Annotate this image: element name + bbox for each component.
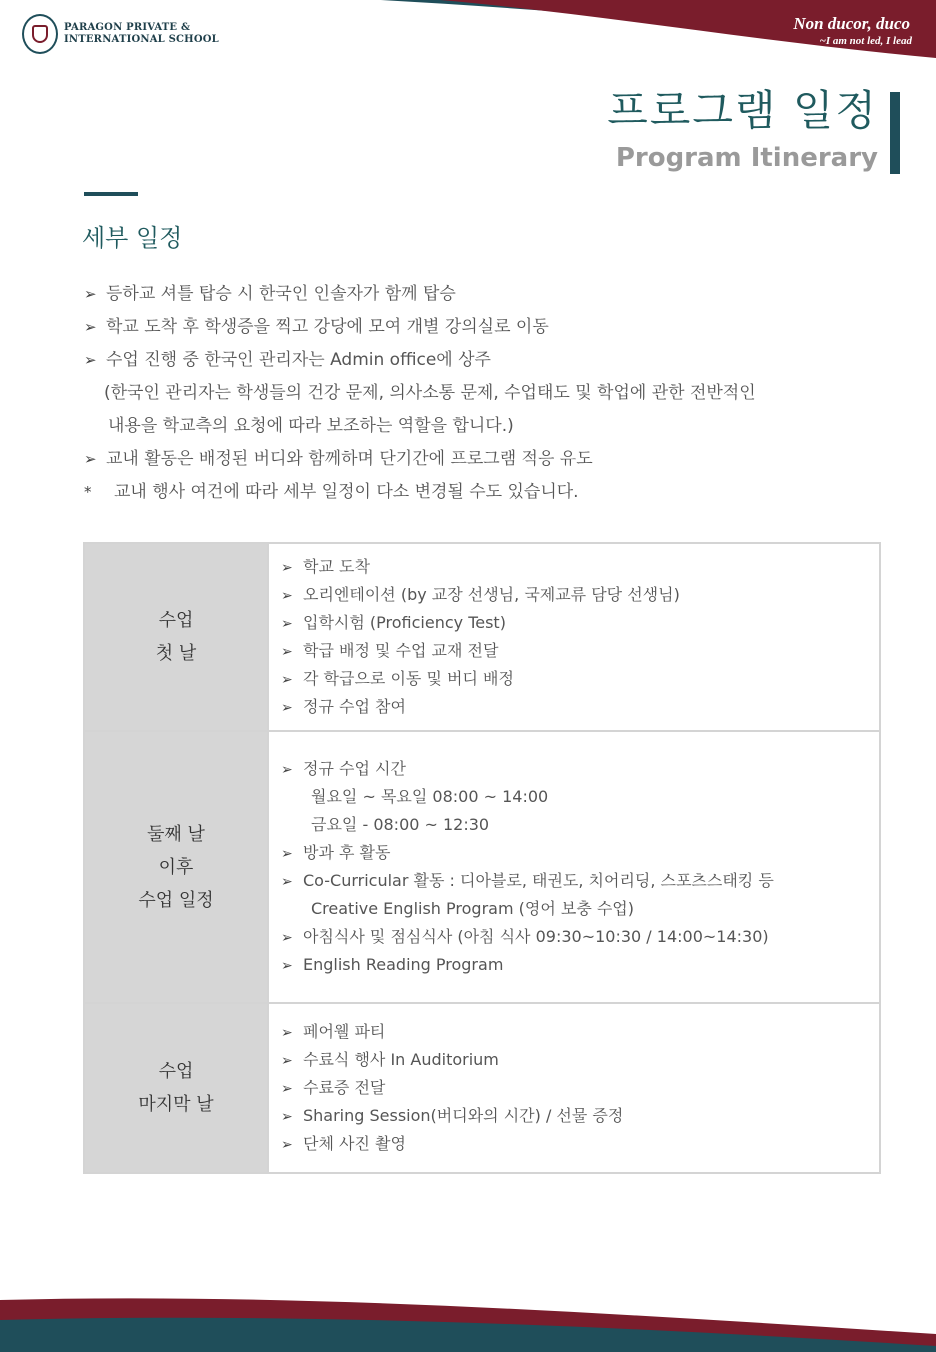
school-name-line2: INTERNATIONAL SCHOOL bbox=[64, 34, 219, 45]
schedule-item bbox=[281, 637, 869, 665]
bullet-continuation bbox=[84, 377, 756, 410]
page-title-block bbox=[607, 86, 878, 176]
bullet-continuation bbox=[84, 410, 756, 443]
schedule-item-text: Co-Curricular 활동 : 디아블로, 태권도, 치어리딩, 스포츠스태킹 등 bbox=[303, 871, 774, 890]
schedule-item-text: 정규 수업 참여 bbox=[303, 697, 406, 716]
arrow-bullet-icon: ➢ bbox=[281, 958, 293, 974]
day-items-cell bbox=[268, 1003, 880, 1173]
bullet-note bbox=[84, 476, 756, 509]
day-label-line: 수업 bbox=[158, 610, 194, 631]
arrow-bullet-icon: ➢ bbox=[281, 1137, 293, 1153]
school-crest-icon bbox=[22, 14, 58, 54]
asterisk-icon: * bbox=[84, 483, 92, 501]
day-label-cell bbox=[84, 543, 268, 731]
day-label-line: 둘째 날 bbox=[147, 823, 205, 845]
schedule-item bbox=[281, 665, 869, 693]
schedule-item bbox=[281, 581, 869, 609]
schedule-item-text: 아침식사 및 점심식사 (아침 식사 09:30~10:30 / 14:00~14:30) bbox=[303, 927, 769, 946]
page-title-korean: 프로그램 일정 bbox=[607, 86, 878, 135]
schedule-item bbox=[281, 923, 869, 951]
day-label-line: 마지막 날 bbox=[138, 1094, 214, 1115]
schedule-item bbox=[281, 951, 869, 979]
schedule-item-text: 각 학급으로 이동 및 버디 배정 bbox=[303, 669, 514, 688]
arrow-bullet-icon: ➢ bbox=[281, 1025, 293, 1041]
bullet-text: 교내 활동은 배정된 버디와 함께하며 단기간에 프로그램 적응 유도 bbox=[106, 449, 593, 469]
section-heading: 세부 일정 bbox=[82, 224, 183, 252]
schedule-item-text: 오리엔테이션 (by 교장 선생님, 국제교류 담당 선생님) bbox=[303, 585, 680, 604]
schedule-item-text: Creative English Program (영어 보충 수업) bbox=[311, 899, 635, 918]
bullet-item bbox=[84, 311, 756, 344]
schedule-item-text: 월요일 ~ 목요일 08:00 ~ 14:00 bbox=[311, 787, 549, 806]
day-label-line: 수업 bbox=[158, 1061, 194, 1082]
day-label-cell bbox=[84, 1003, 268, 1173]
motto-main: Non ducor, duco bbox=[793, 14, 910, 33]
schedule-item bbox=[281, 839, 869, 867]
schedule-item-text: Sharing Session(버디와의 시간) / 선물 증정 bbox=[303, 1106, 624, 1125]
schedule-row-first-day bbox=[84, 543, 880, 731]
schedule-item-text: English Reading Program bbox=[303, 955, 504, 974]
schedule-subitem bbox=[281, 783, 869, 811]
schedule-item-text: 수료증 전달 bbox=[303, 1078, 386, 1097]
arrow-bullet-icon: ➢ bbox=[281, 560, 293, 576]
bullet-text: 등하교 셔틀 탑승 시 한국인 인솔자가 함께 탑승 bbox=[106, 284, 456, 304]
bullet-item bbox=[84, 278, 756, 311]
day-label-line: 첫 날 bbox=[155, 643, 197, 664]
arrow-bullet-icon: ➢ bbox=[281, 1109, 293, 1125]
arrow-bullet-icon: ➢ bbox=[281, 672, 293, 688]
arrow-bullet-icon: ➢ bbox=[84, 285, 97, 303]
arrow-bullet-icon: ➢ bbox=[281, 616, 293, 632]
arrow-bullet-icon: ➢ bbox=[281, 644, 293, 660]
bullet-item bbox=[84, 344, 756, 377]
bullet-text: 교내 행사 여건에 따라 세부 일정이 다소 변경될 수도 있습니다. bbox=[114, 482, 579, 502]
arrow-bullet-icon: ➢ bbox=[281, 874, 293, 890]
arrow-bullet-icon: ➢ bbox=[281, 762, 293, 778]
arrow-bullet-icon: ➢ bbox=[84, 450, 97, 468]
school-name bbox=[64, 22, 219, 46]
schedule-item-text: 방과 후 활동 bbox=[303, 843, 391, 862]
arrow-bullet-icon: ➢ bbox=[281, 930, 293, 946]
school-logo bbox=[22, 14, 219, 54]
schedule-item-text: 학급 배정 및 수업 교재 전달 bbox=[303, 641, 499, 660]
day-label-cell bbox=[84, 731, 268, 1003]
schedule-item-text: 학교 도착 bbox=[303, 557, 370, 576]
school-name-line1: PARAGON PRIVATE & bbox=[64, 22, 191, 33]
school-motto bbox=[793, 14, 910, 48]
motto-sub: ~I am not led, I lead bbox=[819, 35, 912, 47]
schedule-row-regular-days bbox=[84, 731, 880, 1003]
page-title-english: Program Itinerary bbox=[615, 143, 878, 173]
schedule-item bbox=[281, 553, 869, 581]
arrow-bullet-icon: ➢ bbox=[281, 588, 293, 604]
schedule-row-last-day bbox=[84, 1003, 880, 1173]
day-label-line: 이후 bbox=[158, 856, 194, 878]
title-accent-bar bbox=[890, 92, 900, 174]
day-label-line: 수업 일정 bbox=[138, 889, 214, 911]
schedule-subitem bbox=[281, 811, 869, 839]
schedule-subitem bbox=[281, 895, 869, 923]
section-accent-rule bbox=[84, 192, 138, 196]
bullet-item bbox=[84, 443, 756, 476]
arrow-bullet-icon: ➢ bbox=[281, 1081, 293, 1097]
schedule-item bbox=[281, 1046, 869, 1074]
arrow-bullet-icon: ➢ bbox=[84, 318, 97, 336]
schedule-item-text: 입학시험 (Proficiency Test) bbox=[303, 613, 506, 632]
schedule-item-text: 페어웰 파티 bbox=[303, 1022, 386, 1041]
schedule-item bbox=[281, 609, 869, 637]
arrow-bullet-icon: ➢ bbox=[281, 700, 293, 716]
schedule-item bbox=[281, 1074, 869, 1102]
schedule-item bbox=[281, 1130, 869, 1158]
schedule-item bbox=[281, 867, 869, 895]
schedule-item bbox=[281, 755, 869, 783]
schedule-item-text: 수료식 행사 In Auditorium bbox=[303, 1050, 499, 1069]
day-items-cell bbox=[268, 543, 880, 731]
schedule-item-text: 금요일 - 08:00 ~ 12:30 bbox=[311, 815, 490, 834]
schedule-item bbox=[281, 693, 869, 721]
bullet-text: 내용을 학교측의 요청에 따라 보조하는 역할을 합니다.) bbox=[108, 416, 514, 436]
day-items-cell bbox=[268, 731, 880, 1003]
arrow-bullet-icon: ➢ bbox=[281, 846, 293, 862]
schedule-item bbox=[281, 1018, 869, 1046]
schedule-item-text: 단체 사진 촬영 bbox=[303, 1134, 406, 1153]
schedule-item-text: 정규 수업 시간 bbox=[303, 759, 406, 778]
schedule-item bbox=[281, 1102, 869, 1130]
detail-bullet-list bbox=[84, 278, 756, 509]
arrow-bullet-icon: ➢ bbox=[281, 1053, 293, 1069]
footer-swoosh-decoration bbox=[0, 1294, 936, 1352]
arrow-bullet-icon: ➢ bbox=[84, 351, 97, 369]
bullet-text: 수업 진행 중 한국인 관리자는 Admin office에 상주 bbox=[106, 350, 491, 370]
schedule-table bbox=[83, 542, 881, 1174]
bullet-text: (한국인 관리자는 학생들의 건강 문제, 의사소통 문제, 수업태도 및 학업에 관한 전반적인 bbox=[104, 383, 756, 403]
bullet-text: 학교 도착 후 학생증을 찍고 강당에 모여 개별 강의실로 이동 bbox=[106, 317, 549, 337]
